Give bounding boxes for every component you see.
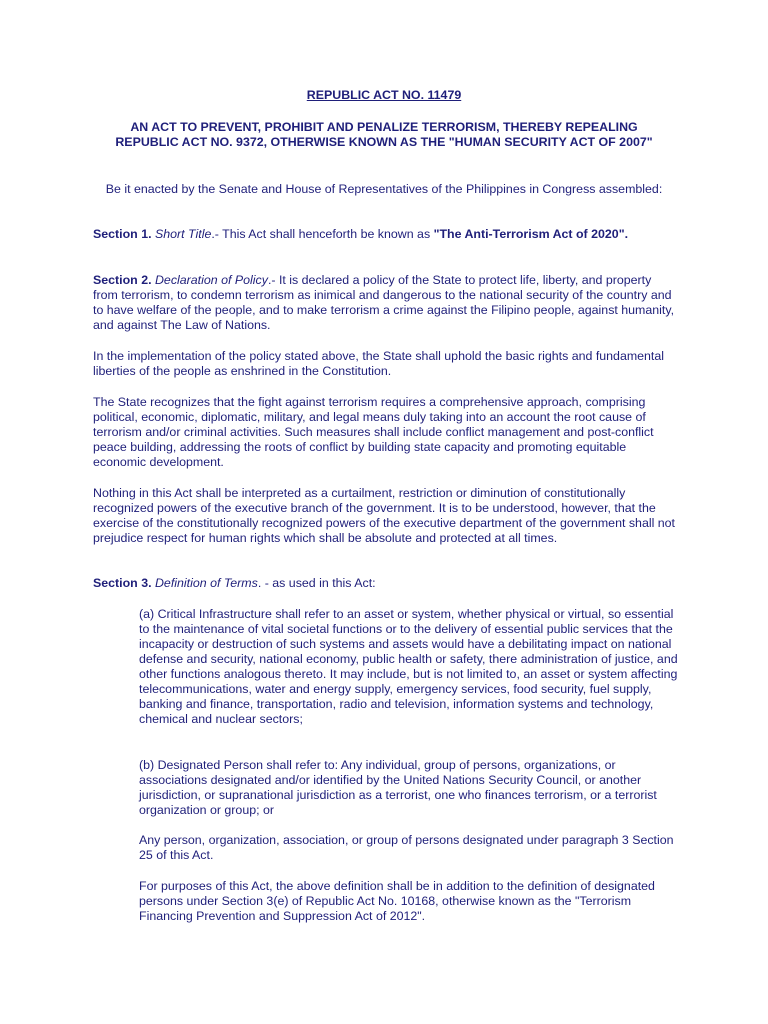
section-3 bbox=[93, 576, 678, 591]
paragraph: The State recognizes that the fight against terrorism requires a comprehensive approach, comprising political, economic, diplomatic, military, and legal means duly taking into an account the root cause of terrorism and/or criminal activities. Such measures shall include conflict management and post-conflict peace building, addressing the roots of conflict by building state capacity and promoting equitable economic development. bbox=[93, 395, 654, 469]
section-1-text: .- This Act shall henceforth be known as bbox=[211, 227, 434, 241]
section-3-heading: Definition of Terms bbox=[154, 576, 258, 590]
definition-item: (b) Designated Person shall refer to: Any individual, group of persons, organizations, or associations designated and/or identified by the United Nations Security Council, or another jurisdiction, or supranational jurisdiction as a terrorist, one who finances terrorism, or a terrorist organization or group; or bbox=[139, 758, 657, 817]
section-1-label: Section 1. bbox=[93, 227, 152, 241]
paragraph: In the implementation of the policy stated above, the State shall uphold the basic rights and fundamental liberties of the people as enshrined in the Constitution. bbox=[93, 349, 665, 378]
section-3-text: . - as used in this Act: bbox=[257, 576, 376, 590]
section-1 bbox=[93, 227, 678, 242]
section-2-label: Section 2. bbox=[93, 273, 152, 287]
definition-item: (a) Critical Infrastructure shall refer to an asset or system, whether physical or virtual, so essential to the maintenance of vital societal functions or to the delivery of essential public services that the incapacity or destruction of such systems and assets would have a debilitating impact on national defense and security, national economy, public health or safety, there administration of justice, and other functions analogous thereto. It may include, but is not limited to, an asset or system affecting telecommunications, water and energy supply, emergency services, food security, fuel supply, banking and finance, transportation, radio and television, information systems and technology, chemical and nuclear sectors; bbox=[139, 607, 678, 726]
section-3-label: Section 3. bbox=[93, 576, 152, 590]
definition-item: For purposes of this Act, the above definition shall be in addition to the definition of designated persons under Section 3(e) of Republic Act No. 10168, otherwise known as the "Terrorism Financing Prevention and Suppression Act of 2012". bbox=[139, 879, 655, 923]
section-1-short-title: "The Anti-Terrorism Act of 2020". bbox=[433, 227, 629, 241]
paragraph: Nothing in this Act shall be interpreted as a curtailment, restriction or diminution of constitutionally recognized powers of the executive branch of the government. It is to be understood, however, that the exercise of the constitutionally recognized powers of the executive department of the government shall not prejudice respect for human rights which shall be absolute and protected at all times. bbox=[93, 486, 676, 545]
act-number bbox=[0, 88, 768, 103]
section-1-heading: Short Title bbox=[154, 227, 212, 241]
definition-item: Any person, organization, association, or group of persons designated under paragraph 3 Section 25 of this Act. bbox=[139, 833, 674, 862]
section-2-heading: Declaration of Policy bbox=[154, 273, 268, 287]
act-title: AN ACT TO PREVENT, PROHIBIT AND PENALIZE TERRORISM, THEREBY REPEALING REPUBLIC ACT NO. 9372, OTHERWISE KNOWN AS THE "HUMAN SECURITY ACT OF 2007" bbox=[115, 120, 653, 149]
section-2-text: .- It is declared a policy of the State to protect life, liberty, and property from terrorism, to condemn terrorism as inimical and dangerous to the national security of the country and to have welfare of the people, and to make terrorism a crime against the Filipino people, against humanity, and against The Law of Nations. bbox=[93, 273, 675, 332]
enacting-clause: Be it enacted by the Senate and House of Representatives of the Philippines in Congress assembled: bbox=[105, 182, 663, 196]
act-number-text: REPUBLIC ACT NO. 11479 bbox=[306, 88, 462, 102]
section-2 bbox=[93, 273, 678, 333]
